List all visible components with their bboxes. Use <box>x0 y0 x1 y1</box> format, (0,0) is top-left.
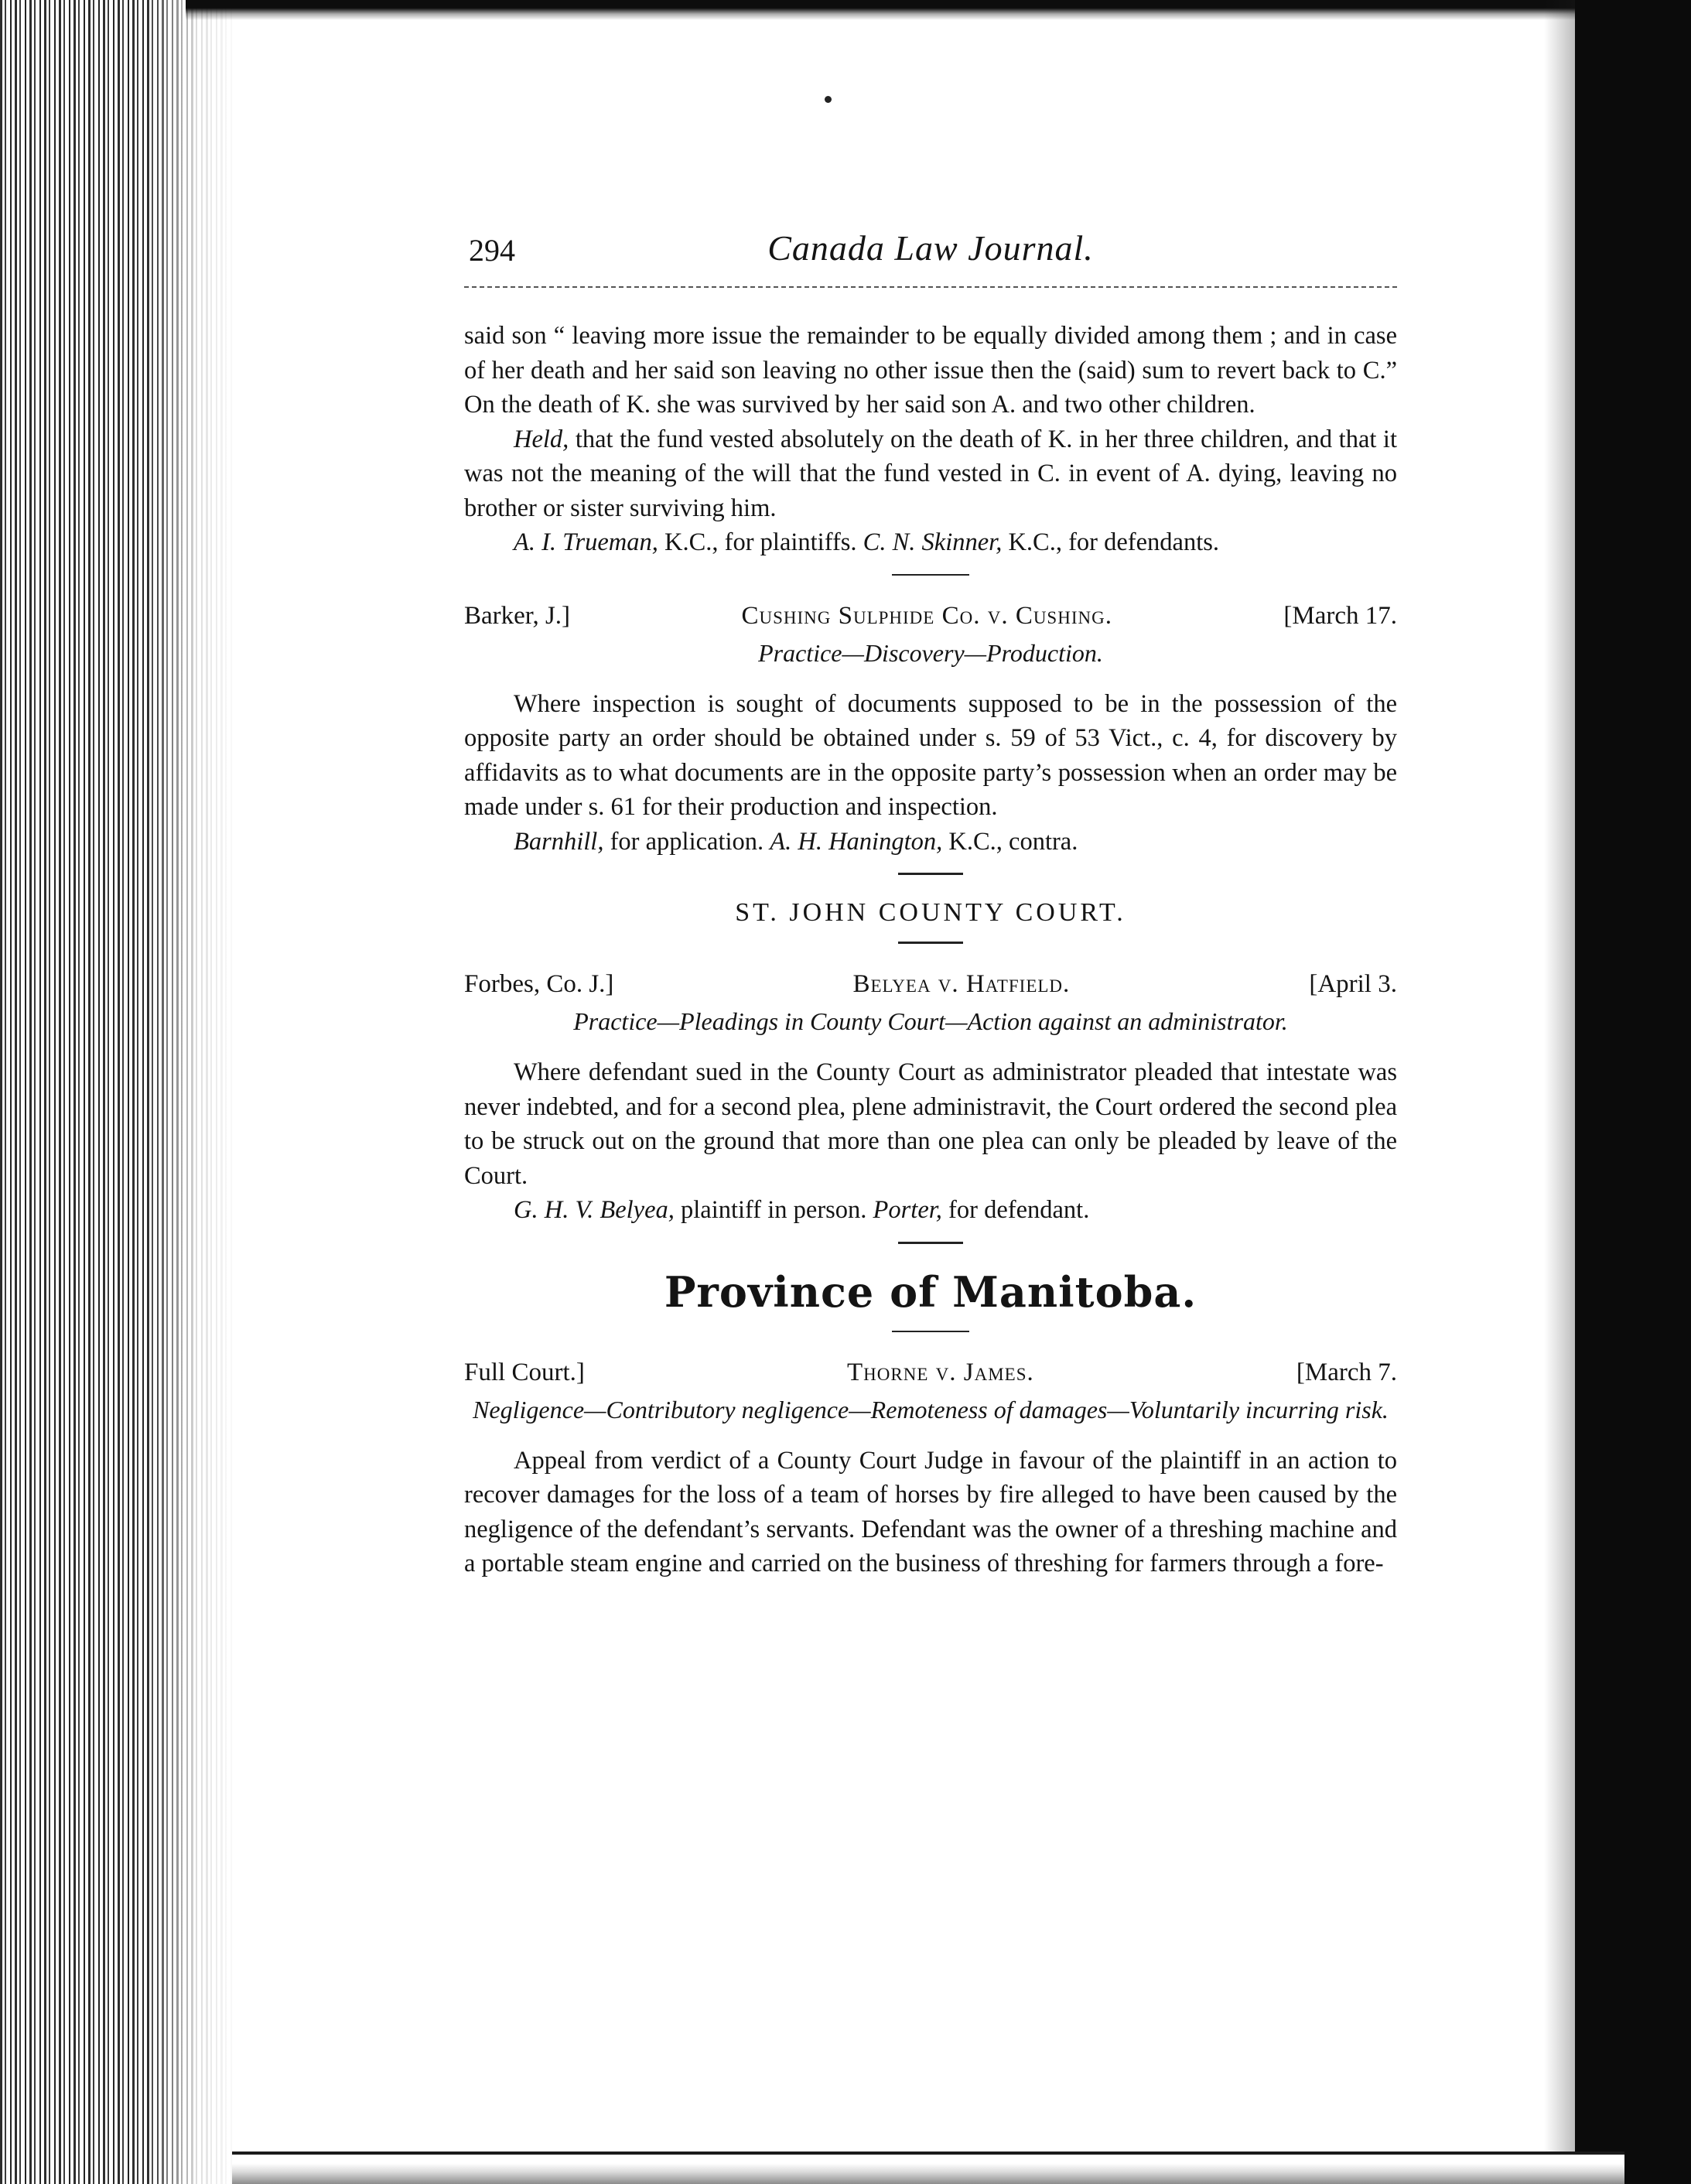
case-body: Where defendant sued in the County Court as administrator pleaded that intestate was never indebted, and for a second plea, plene administravit, the Court ordered the second plea to be struck out on the ground that more than one plea can only be pleaded by leave of the Court. <box>464 1058 1397 1190</box>
gutter-fade <box>147 0 240 2184</box>
counsel-name: Barnhill, <box>514 827 604 856</box>
case-header <box>464 967 1397 1001</box>
case-title: Cushing Sulphide Co. v. Cushing. <box>741 601 1112 630</box>
counsel-name: Porter, <box>873 1196 942 1224</box>
section-rule <box>898 873 963 875</box>
scan-speck <box>825 96 832 103</box>
case-date: [April 3. <box>1309 970 1397 998</box>
held-text: that the fund vested absolutely on the death of K. in her three children, and that it was not the meaning of the will that the fund vested in C. in event of A. dying, leaving no brother or sister surviving him. <box>464 425 1397 522</box>
case-catchwords: Negligence—Contributory negligence—Remoteness of damages—Voluntarily incurring risk. <box>473 1395 1389 1424</box>
section-rule <box>892 1331 969 1332</box>
held-word: Held, <box>514 425 569 453</box>
running-head <box>464 228 1397 279</box>
case-date: [March 17. <box>1283 601 1397 630</box>
page-column <box>464 228 1397 1581</box>
counsel-text: K.C., contra. <box>942 827 1078 856</box>
case-title: Belyea v. Hatfield. <box>852 970 1071 998</box>
section-rule <box>898 1242 963 1244</box>
right-page-edge <box>1575 0 1691 2184</box>
header-rule <box>464 286 1397 288</box>
top-page-edge <box>186 0 1640 20</box>
section-rule <box>898 942 963 944</box>
case-prev-paragraph: said son “ leaving more issue the remainder to be equally divided among them ; and in case of her death and her said son leaving no other issue then the (said) sum to revert back to C.” On the death of K. she was survived by her said son A. and two other children. <box>464 322 1397 419</box>
bottom-page-edge <box>232 2152 1624 2184</box>
counsel-name: C. N. Skinner, <box>863 528 1003 556</box>
case-title: Thorne v. James. <box>847 1358 1034 1386</box>
counsel-text: for application. <box>603 827 770 856</box>
case-counsel <box>464 825 1397 860</box>
case-counsel <box>464 1193 1397 1228</box>
journal-title: Canada Law Journal. <box>767 228 1094 268</box>
case-header <box>464 1355 1397 1389</box>
province-heading: Province of Manitoba. <box>664 1266 1197 1317</box>
counsel-name: A. H. Hanington, <box>770 827 943 856</box>
court-heading: ST. JOHN COUNTY COURT. <box>735 898 1126 927</box>
case-prev-held <box>464 422 1397 526</box>
case-judge: Full Court.] <box>464 1358 585 1386</box>
counsel-name: A. I. Trueman, <box>514 528 658 556</box>
case-catchwords: Practice—Pleadings in County Court—Action against an administrator. <box>573 1007 1288 1035</box>
case-date: [March 7. <box>1296 1358 1397 1386</box>
case-body: Where inspection is sought of documents supposed to be in the possession of the opposite party an order should be obtained under s. 59 of 53 Vict., c. 4, for discovery by affidavits as to what documents are in the opposite party’s possession when an order may be made under s. 61 for their production and inspection. <box>464 689 1397 821</box>
case-judge: Barker, J.] <box>464 601 571 630</box>
case-catchwords: Practice—Discovery—Production. <box>758 638 1103 667</box>
section-rule <box>892 574 969 576</box>
case-judge: Forbes, Co. J.] <box>464 970 614 998</box>
counsel-text: K.C., for defendants. <box>1002 528 1220 556</box>
counsel-text: plaintiff in person. <box>674 1196 873 1224</box>
page-number: 294 <box>469 233 515 268</box>
case-header <box>464 599 1397 633</box>
case-body: Appeal from verdict of a County Court Judge in favour of the plaintiff in an action to recover damages for the loss of a team of horses by fire alleged to have been caused by the negligence of the defendant’s servants. Defendant was the owner of a threshing machine and a portable steam engine and carried on the business of threshing for farmers through a fore- <box>464 1446 1397 1577</box>
counsel-text: for defendant. <box>941 1196 1090 1224</box>
counsel-name: G. H. V. Belyea, <box>514 1196 675 1224</box>
case-prev-counsel <box>464 525 1397 560</box>
counsel-text: K.C., for plaintiffs. <box>658 528 863 556</box>
